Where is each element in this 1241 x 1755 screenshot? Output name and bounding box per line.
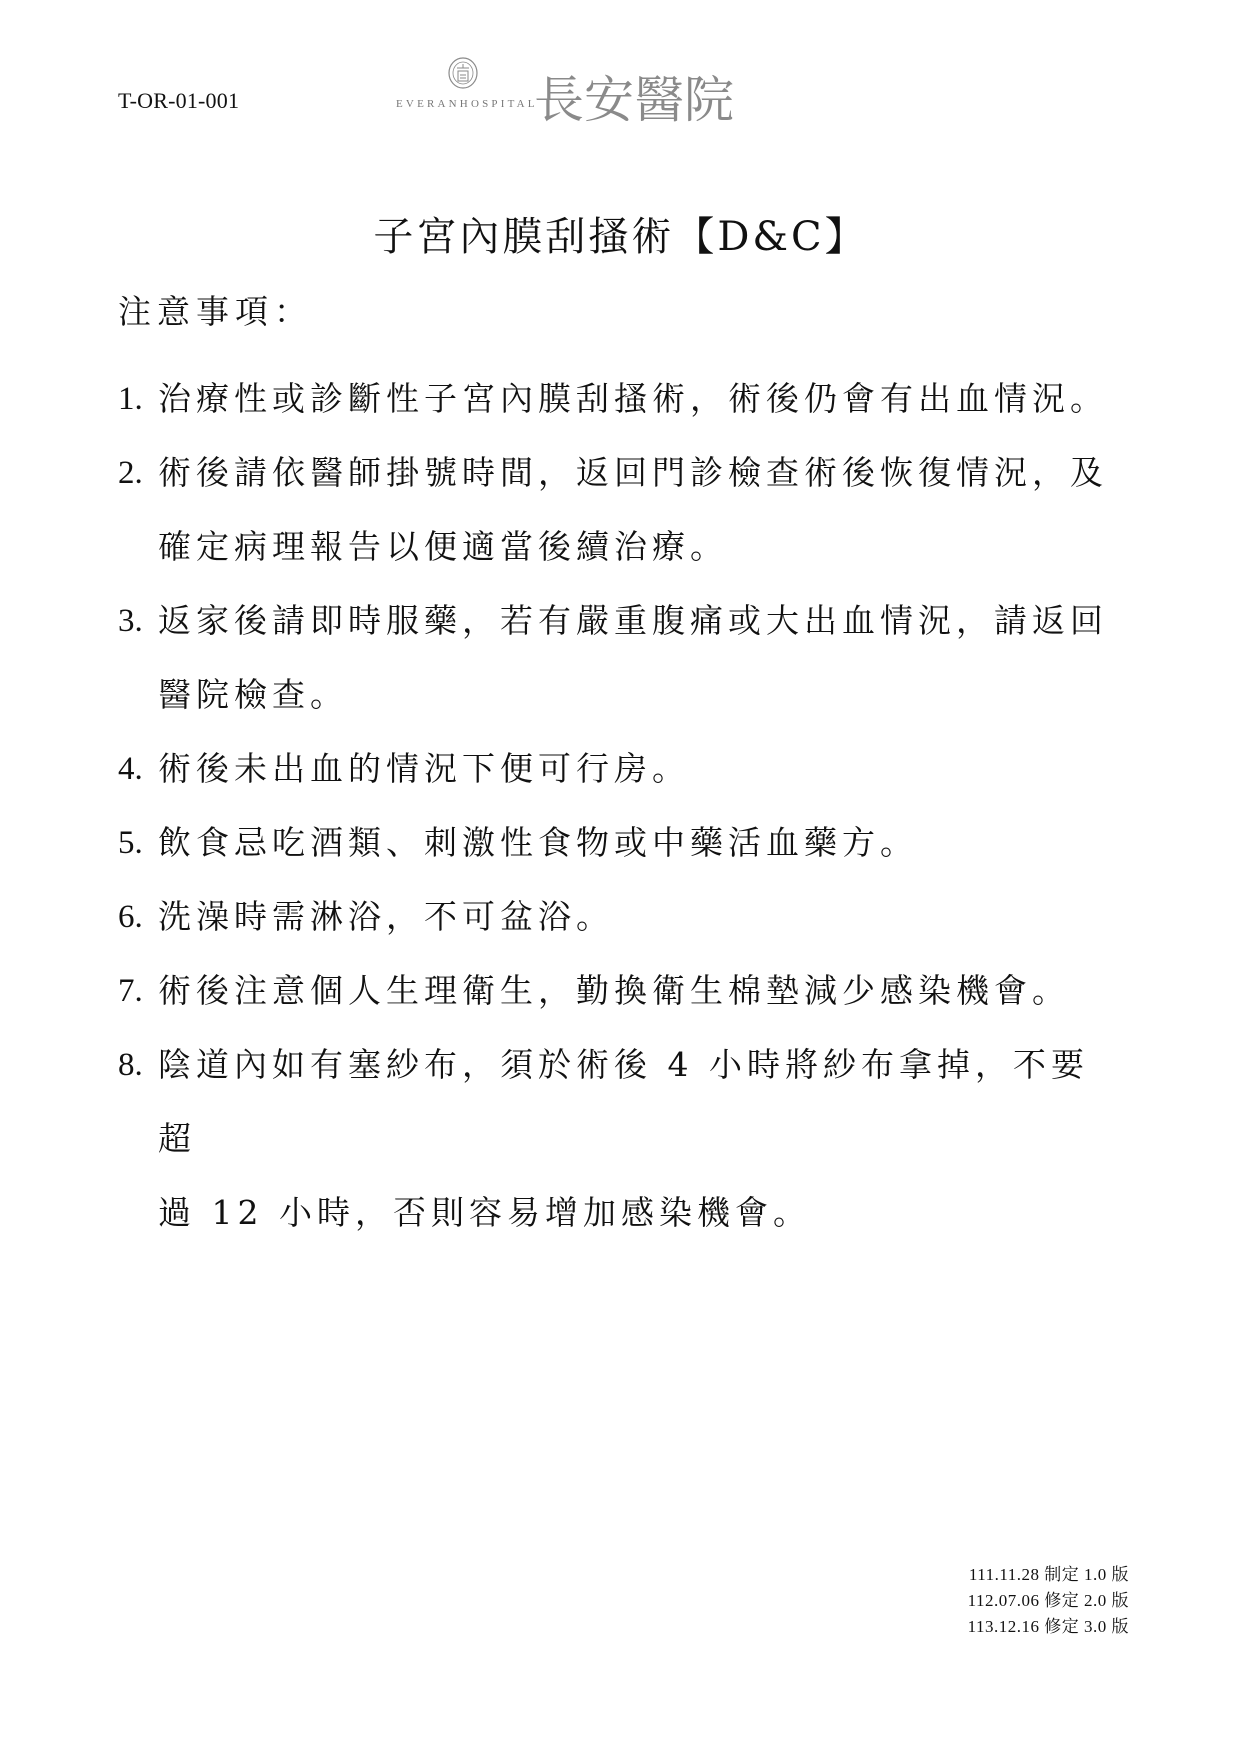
item-text-continued: 醫院檢查。 [158, 675, 348, 714]
item-number: 3. [118, 603, 143, 639]
item-number: 1. [118, 381, 143, 417]
list-item [118, 954, 1118, 1028]
revision-line: 113.12.16 修定 3.0 版 [967, 1617, 1129, 1636]
list-item [118, 1028, 1118, 1250]
item-text: 術後未出血的情況下便可行房。 [158, 749, 690, 788]
item-text: 洗澡時需淋浴，不可盆浴。 [158, 897, 614, 936]
hospital-logo [396, 56, 806, 129]
document-title: 子宮內膜刮搔術【D&C】 [373, 214, 868, 260]
notes-list [118, 362, 1118, 1250]
item-text: 飲食忌吃酒類、刺激性食物或中藥活血藥方。 [158, 823, 918, 862]
list-item [118, 584, 1118, 732]
revision-history [968, 1562, 1129, 1640]
document-code: T-OR-01-001 [118, 88, 240, 113]
item-number: 2. [118, 455, 143, 491]
notes-heading: 注意事項： [118, 292, 313, 331]
item-text: 返家後請即時服藥，若有嚴重腹痛或大出血情況，請返回 [158, 601, 1108, 640]
list-item [118, 732, 1118, 806]
item-text: 術後請依醫師掛號時間，返回門診檢查術後恢復情況，及 [158, 453, 1108, 492]
logo-chinese-name: 長安醫院 [534, 71, 734, 129]
item-text: 術後注意個人生理衛生，勤換衛生棉墊減少感染機會。 [158, 971, 1070, 1010]
logo-english-name: EVERANHOSPITAL [396, 98, 538, 110]
list-item [118, 880, 1118, 954]
item-text-continued: 過 12 小時，否則容易增加感染機會。 [158, 1193, 811, 1232]
revision-line: 112.07.06 修定 2.0 版 [967, 1591, 1129, 1610]
list-item [118, 436, 1118, 584]
item-number: 8. [118, 1047, 143, 1083]
list-item [118, 806, 1118, 880]
hospital-emblem-icon [446, 56, 480, 90]
item-text-continued: 確定病理報告以便適當後續治療。 [158, 527, 728, 566]
item-number: 5. [118, 825, 143, 861]
item-text: 治療性或診斷性子宮內膜刮搔術，術後仍會有出血情況。 [158, 379, 1108, 418]
revision-line: 111.11.28 制定 1.0 版 [968, 1565, 1129, 1584]
item-number: 6. [118, 899, 143, 935]
list-item [118, 362, 1118, 436]
item-number: 7. [118, 973, 143, 1009]
item-text: 陰道內如有塞紗布，須於術後 4 小時將紗布拿掉，不要超 [158, 1045, 1089, 1158]
item-number: 4. [118, 751, 143, 787]
